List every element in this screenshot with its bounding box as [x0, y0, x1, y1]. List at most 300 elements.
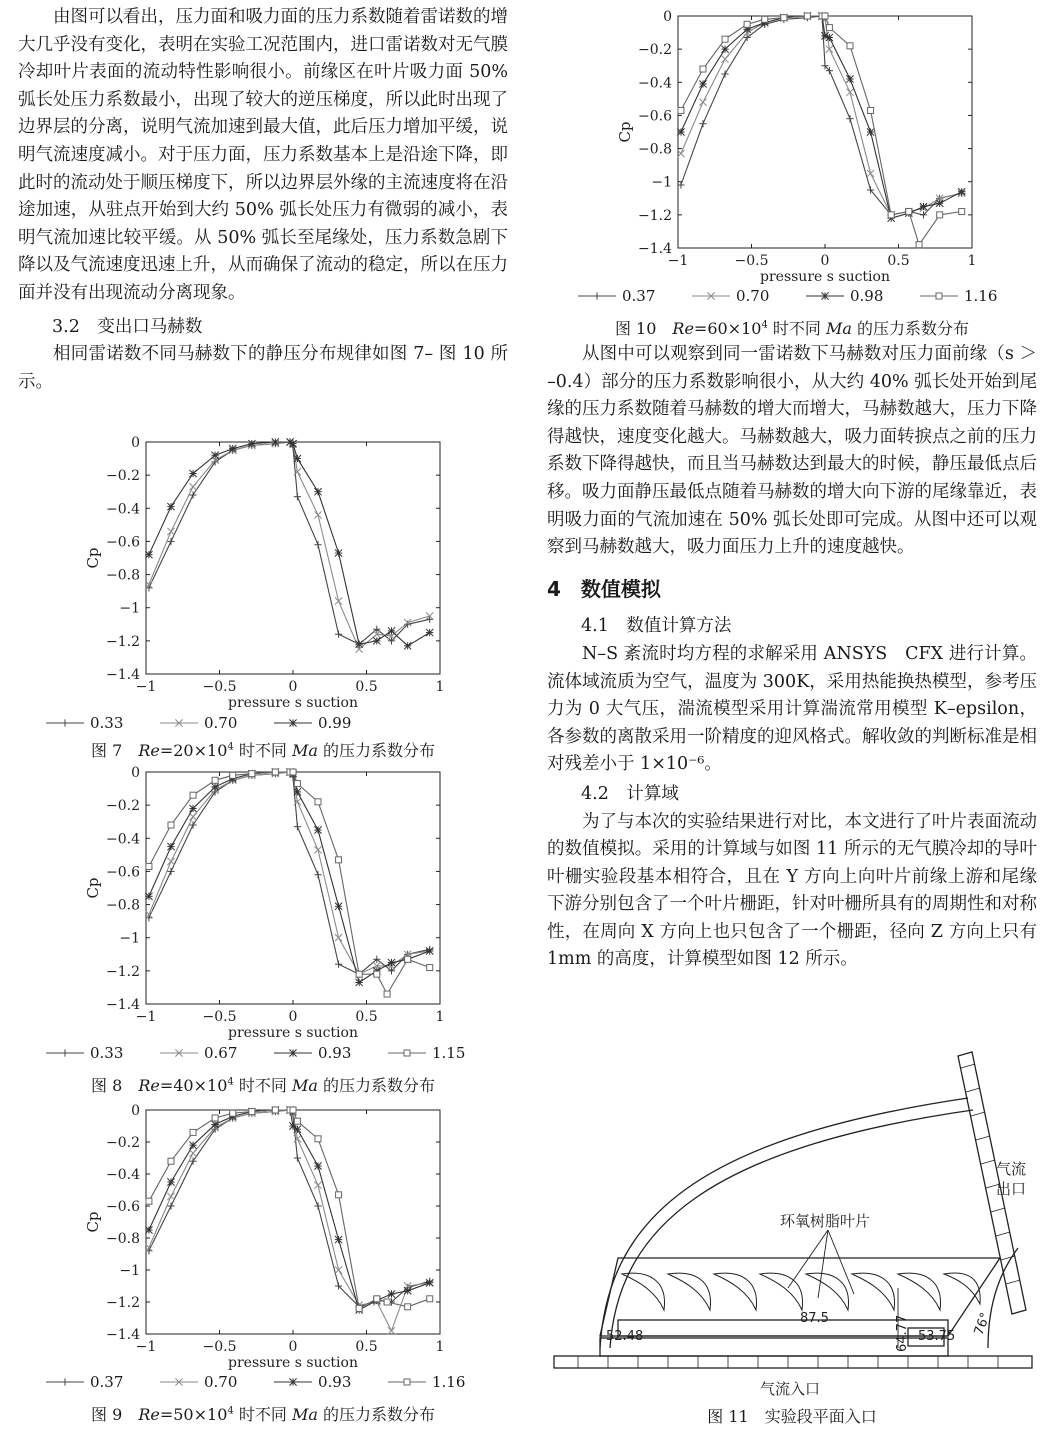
caption-fig9-suffix: 时不同 — [233, 1405, 292, 1424]
y-tick-label: −0.4 — [638, 75, 672, 92]
data-point — [826, 34, 833, 41]
data-point — [290, 769, 296, 775]
right-paragraph-3: 为了与本次的实验结果进行对比，本文进行了叶片表面流动的数值模拟。采用的计算域与如图 11 所示的无气膜冷却的导叶叶栅实验段基本相符合，且在 Y 方向上向叶片前缘上游和尾缘下游分别包含了一个叶片栅距，针对叶栅所具有的周期性和对称性，在周向 X 方向上也只包含了一个栅距，径向 Z 方向上只有 1mm 的高度，计算模型如图 12 所示。 — [547, 811, 1037, 970]
x-tick-label: 0.5 — [887, 253, 910, 269]
caption-fig10-suffix: 时不同 — [767, 319, 827, 338]
y-tick-label: −1.2 — [106, 963, 140, 980]
x-axis-label: pressure s suction — [228, 1355, 358, 1371]
caption-fig8-end: 的压力系数分布 — [317, 1076, 435, 1095]
data-point — [427, 1296, 433, 1302]
left-paragraph-2: 相同雷诺数不同马赫数下的静压分布规律如图 7– 图 10 所示。 — [18, 344, 508, 392]
data-point — [211, 783, 218, 790]
data-point — [388, 627, 395, 634]
data-point — [249, 771, 255, 777]
data-point — [335, 631, 342, 638]
legend-item — [160, 714, 274, 732]
series-line-0.37 — [149, 1110, 430, 1307]
dim-64-77: 64.77 — [895, 1314, 910, 1352]
legend-item — [274, 714, 388, 732]
data-point — [168, 1158, 174, 1164]
data-point — [167, 1178, 174, 1185]
data-point — [249, 1109, 255, 1115]
legend-label: 0.70 — [204, 1373, 238, 1391]
caption-fig8-sup: 4 — [227, 1076, 234, 1088]
data-point — [822, 13, 828, 19]
data-point — [335, 961, 342, 968]
data-point — [189, 813, 196, 820]
series-line-0.93 — [149, 1110, 430, 1310]
data-point — [846, 75, 853, 82]
legend-swatch — [160, 716, 198, 730]
y-tick-label: 0 — [131, 765, 140, 781]
data-point — [699, 80, 706, 87]
series-line-0.99 — [149, 442, 430, 646]
data-point — [315, 799, 321, 805]
legend-swatch — [160, 1375, 198, 1389]
legend-marker — [61, 1049, 68, 1056]
data-point — [145, 1226, 152, 1233]
caption-fig10 — [547, 316, 1037, 339]
data-point — [744, 21, 750, 27]
y-tick-label: −0.2 — [106, 798, 140, 815]
y-tick-label: −1.2 — [106, 633, 140, 650]
y-tick-label: 0 — [131, 1103, 140, 1119]
data-point — [335, 903, 342, 910]
x-tick-label: 0 — [288, 1339, 298, 1355]
data-point — [289, 440, 296, 447]
caption-fig9-sup: 4 — [227, 1405, 234, 1417]
legend-marker — [289, 719, 296, 726]
y-tick-label: −0.2 — [106, 1135, 140, 1151]
x-tick-label: −0.5 — [734, 253, 769, 269]
y-tick-label: −1 — [119, 1263, 140, 1279]
y-tick-label: −1 — [119, 600, 140, 617]
caption-fig7-prefix: 图 7 — [91, 741, 139, 760]
legend-swatch — [274, 716, 312, 730]
data-point — [804, 13, 810, 19]
data-point — [294, 1118, 300, 1124]
data-point — [167, 858, 174, 865]
data-point — [936, 200, 943, 207]
data-point — [168, 822, 174, 828]
legend-swatch — [46, 716, 84, 730]
legend-label: 0.33 — [90, 1044, 124, 1062]
legend-item — [160, 1044, 274, 1062]
data-point — [427, 965, 433, 971]
y-tick-label: −0.6 — [638, 108, 672, 125]
legend-item — [388, 1373, 502, 1391]
caption-fig8-re: Re — [138, 1076, 160, 1095]
data-point — [374, 1296, 380, 1302]
series-line-1.16 — [149, 1110, 430, 1308]
x-tick-label: −0.5 — [202, 679, 237, 695]
x-tick-label: 0 — [820, 253, 830, 269]
legend-swatch — [46, 1375, 84, 1389]
base-rail — [554, 1356, 1032, 1368]
legend-swatch — [388, 1046, 426, 1060]
y-axis-label: Cp — [616, 121, 634, 143]
data-point — [230, 1110, 236, 1116]
data-point — [294, 493, 301, 500]
y-tick-label: −0.4 — [106, 1167, 140, 1183]
data-point — [314, 846, 321, 853]
data-point — [314, 511, 321, 518]
data-point — [958, 188, 965, 195]
x-tick-label: 1 — [435, 1339, 445, 1355]
data-point — [868, 107, 874, 113]
legend-swatch — [274, 1375, 312, 1389]
data-point — [699, 99, 706, 106]
legend-item — [46, 1373, 160, 1391]
data-point — [294, 788, 301, 795]
data-point — [190, 792, 196, 798]
data-point — [356, 641, 363, 648]
data-point — [145, 893, 152, 900]
data-point — [229, 445, 236, 452]
data-point — [335, 597, 342, 604]
x-tick-label: 1 — [435, 1009, 445, 1025]
y-tick-label: −1 — [119, 930, 140, 947]
y-tick-label: −0.4 — [106, 831, 140, 848]
legend-marker — [289, 1378, 296, 1385]
data-point — [189, 1142, 196, 1149]
chart-fig8 — [68, 762, 458, 1042]
legend-marker — [593, 292, 600, 299]
x-tick-label: −1 — [135, 1339, 157, 1355]
data-point — [722, 36, 728, 42]
x-axis-label: pressure s suction — [228, 1025, 358, 1041]
legend-marker — [821, 292, 828, 299]
x-tick-label: −1 — [667, 253, 689, 269]
data-point — [167, 503, 174, 510]
legend-label: 0.99 — [318, 714, 352, 732]
legend-label: 0.37 — [90, 1373, 124, 1391]
data-point — [314, 541, 321, 548]
data-point — [426, 1279, 433, 1286]
legend-item — [806, 287, 920, 305]
dim-angle-76: 76° — [971, 1310, 994, 1338]
data-point — [335, 1236, 342, 1243]
caption-fig10-re: Re — [672, 319, 694, 338]
data-point — [781, 15, 787, 21]
series-line-1.15 — [149, 772, 430, 994]
x-tick-label: 0 — [288, 1009, 298, 1025]
dim-52-48: 52.48 — [606, 1329, 644, 1344]
series-line-0.93 — [149, 772, 430, 983]
legend-swatch — [806, 289, 844, 303]
data-point — [167, 528, 174, 535]
caption-fig10-sup: 4 — [761, 319, 768, 331]
data-point — [294, 455, 301, 462]
series-line-1.16 — [681, 16, 962, 245]
caption-fig10-mid: =60×10 — [693, 319, 762, 338]
y-tick-label: −0.2 — [106, 468, 140, 485]
legend-marker — [404, 1379, 410, 1385]
data-point — [384, 1299, 390, 1305]
data-point — [699, 120, 706, 127]
legend-label: 0.67 — [204, 1044, 238, 1062]
caption-fig9-ma: Ma — [291, 1405, 318, 1424]
y-axis-label: Cp — [84, 1211, 102, 1233]
data-point — [721, 70, 728, 77]
data-point — [920, 203, 927, 210]
y-tick-label: −0.8 — [106, 1231, 140, 1247]
y-tick-label: −0.4 — [106, 501, 140, 518]
data-point — [906, 209, 912, 215]
legend-item — [274, 1044, 388, 1062]
data-point — [314, 488, 321, 495]
right-paragraph-2: N–S 紊流时均方程的求解采用 ANSYS CFX 进行计算。流体域流质为空气，温度为 300K，采用热能换热模型，参考压力为 0 大气压，湍流模型采用计算湍流常用模型 K–epsilon，各参数的离散采用一阶精度的迎风格式。解收敛的判断标准是相对残差小于 1×10⁻⁶。 — [547, 643, 1037, 775]
data-point — [388, 959, 395, 966]
data-point — [145, 551, 152, 558]
data-point — [314, 1202, 321, 1209]
y-tick-label: −0.8 — [106, 567, 140, 584]
data-point — [336, 1192, 342, 1198]
legend-label: 1.16 — [964, 287, 998, 305]
data-point — [336, 857, 342, 863]
legend-fig9 — [46, 1373, 502, 1391]
data-point — [294, 1154, 301, 1161]
y-tick-label: −0.6 — [106, 864, 140, 881]
data-point — [373, 637, 380, 644]
caption-fig8 — [18, 1073, 508, 1096]
chart-fig10 — [600, 6, 990, 286]
data-point — [212, 777, 218, 783]
data-point — [867, 170, 874, 177]
legend-fig10 — [578, 287, 1034, 305]
caption-fig11: 图 11 实验段平面入口 — [707, 1407, 877, 1426]
right-column — [547, 341, 1037, 974]
x-tick-label: 0 — [288, 679, 298, 695]
data-point — [211, 452, 218, 459]
plot-frame — [678, 16, 972, 248]
label-blade: 环氧树脂叶片 — [780, 1212, 871, 1230]
chart-fig9 — [68, 1100, 458, 1372]
legend-swatch — [692, 289, 730, 303]
data-point — [678, 107, 684, 113]
y-axis-label: Cp — [84, 547, 102, 569]
data-point — [388, 1290, 395, 1297]
y-tick-label: −1.4 — [106, 667, 140, 683]
caption-fig7-re: Re — [138, 741, 160, 760]
data-point — [888, 212, 894, 218]
data-point — [916, 242, 922, 248]
legend-label: 0.93 — [318, 1044, 352, 1062]
legend-label: 0.98 — [850, 287, 884, 305]
data-point — [700, 66, 706, 72]
y-tick-label: −0.6 — [106, 1199, 140, 1215]
y-tick-label: −1.2 — [638, 207, 672, 224]
dim-53-75: 53.75 — [918, 1329, 956, 1344]
plot-frame — [146, 772, 440, 1004]
legend-label: 0.70 — [204, 714, 238, 732]
caption-fig9 — [18, 1402, 508, 1425]
data-point — [190, 1129, 196, 1135]
legend-fig8 — [46, 1044, 502, 1062]
chart-fig7 — [68, 432, 458, 712]
caption-fig7 — [18, 738, 508, 761]
legend-item — [274, 1373, 388, 1391]
data-point — [290, 1107, 296, 1113]
series-line-0.70 — [681, 16, 962, 215]
right-paragraph-1: 从图中可以观察到同一雷诺数下马赫数对压力面前缘（s ＞ –0.4）部分的压力系数影响很小，从大约 40% 弧长处开始到尾缘的压力系数随着马赫数的增大而增大，马赫数越大，压力下降得越快，速度变化越大。马赫数越大，吸力面转捩点之前的压力系数下降得越快，而且当马赫数达到最大的时候，静压最低点后移。吸力面静压最低点随着马赫数的增大向下游的尾缘靠近，表明吸力面的气流加速在 50% 弧长处即可完成。从图中还可以观察到马赫数越大，吸力面压力上升的速度越快。 — [547, 344, 1037, 558]
legend-swatch — [274, 1046, 312, 1060]
data-point — [846, 89, 853, 96]
data-point — [272, 1107, 278, 1113]
caption-fig9-mid: =50×10 — [159, 1405, 228, 1424]
data-point — [189, 805, 196, 812]
y-tick-label: −0.2 — [638, 42, 672, 59]
data-point — [315, 1136, 321, 1142]
y-tick-label: −1.4 — [106, 1327, 140, 1343]
data-point — [426, 629, 433, 636]
x-axis-label: pressure s suction — [228, 695, 358, 711]
data-point — [405, 956, 411, 962]
caption-fig10-end: 的压力系数分布 — [851, 319, 970, 338]
series-line-0.33 — [149, 442, 430, 644]
data-point — [867, 128, 874, 135]
legend-marker — [61, 1378, 68, 1385]
label-inlet: 气流入口 — [760, 1380, 821, 1398]
y-tick-label: −0.8 — [106, 897, 140, 914]
data-point — [167, 843, 174, 850]
plot-frame — [146, 1110, 440, 1334]
caption-fig10-prefix: 图 10 — [614, 319, 673, 338]
left-column — [18, 4, 508, 396]
legend-label: 0.33 — [90, 714, 124, 732]
data-point — [404, 642, 411, 649]
x-tick-label: 0.5 — [355, 1009, 378, 1025]
y-tick-label: 0 — [131, 435, 140, 451]
data-point — [272, 769, 278, 775]
data-point — [405, 1304, 411, 1310]
x-tick-label: 0.5 — [355, 1339, 378, 1355]
y-tick-label: −1 — [651, 174, 672, 191]
data-point — [762, 16, 768, 22]
legend-swatch — [46, 1046, 84, 1060]
caption-fig9-re: Re — [138, 1405, 160, 1424]
caption-fig8-prefix: 图 8 — [91, 1076, 139, 1095]
section-heading-4-2: 4.2 计算域 — [581, 783, 679, 804]
y-tick-label: −0.8 — [638, 141, 672, 158]
y-tick-label: −1.4 — [638, 241, 672, 257]
data-point — [294, 1126, 301, 1133]
data-point — [846, 115, 853, 122]
data-point — [826, 25, 832, 31]
legend-item — [46, 1044, 160, 1062]
data-point — [335, 1266, 342, 1273]
data-point — [847, 43, 853, 49]
section-heading-3-2: 3.2 变出口马赫数 — [52, 316, 203, 337]
caption-fig9-prefix: 图 9 — [91, 1405, 139, 1424]
legend-item — [920, 287, 1034, 305]
series-line-0.67 — [149, 772, 430, 974]
caption-fig7-sup: 4 — [227, 741, 234, 753]
series-line-0.37 — [681, 16, 962, 215]
data-point — [314, 1182, 321, 1189]
legend-label: 0.93 — [318, 1373, 352, 1391]
left-paragraph-1: 由图可以看出，压力面和吸力面的压力系数随着雷诺数的增大几乎没有变化，表明在实验工况范围内，进口雷诺数对无气膜冷却叶片表面的流动特性影响很小。前缘区在叶片吸力面 50% 弧长处压力系数最小，出现了较大的逆压梯度，所以此时出现了边界层的分离，说明气流加速到最大值，此后压力增加平缓，说明气流速度减小。对于压力面，压力系数基本上是沿途下降，即此时的流动处于顺压梯度下，所以边界层外缘的主流速度将在沿途加速，从驻点开始到大约 50% 弧长处压力有微弱的减小，表明气流加速比较平缓。从 50% 弧长至尾缘处，压力系数急剧下降以及气流速度迅速上升，从而确保了流动的稳定，所以在压力面并没有出现流动分离现象。 — [18, 7, 508, 303]
y-tick-label: −1.4 — [106, 997, 140, 1013]
data-point — [314, 871, 321, 878]
caption-fig8-ma: Ma — [291, 1076, 318, 1095]
data-point — [356, 1305, 362, 1311]
legend-item — [692, 287, 806, 305]
legend-marker — [936, 293, 942, 299]
label-outlet-2: 出口 — [996, 1180, 1027, 1198]
data-point — [167, 1193, 174, 1200]
y-tick-label: −1.2 — [106, 1295, 140, 1311]
data-point — [374, 971, 380, 977]
data-point — [388, 1327, 395, 1334]
data-point — [356, 971, 362, 977]
data-point — [248, 440, 255, 447]
legend-label: 0.37 — [622, 287, 656, 305]
data-point — [314, 826, 321, 833]
data-point — [189, 470, 196, 477]
x-tick-label: −0.5 — [202, 1009, 237, 1025]
data-point — [230, 772, 236, 778]
data-point — [314, 1162, 321, 1169]
right-wall — [988, 1248, 1018, 1348]
data-point — [146, 863, 152, 869]
data-point — [426, 947, 433, 954]
legend-label: 1.16 — [432, 1373, 466, 1391]
caption-fig8-mid: =40×10 — [159, 1076, 228, 1095]
y-tick-label: 0 — [663, 9, 672, 25]
legend-label: 1.15 — [432, 1044, 466, 1062]
data-point — [272, 438, 279, 445]
y-axis-label: Cp — [84, 877, 102, 899]
caption-fig7-end: 的压力系数分布 — [317, 741, 435, 760]
caption-fig7-mid: =20×10 — [159, 741, 228, 760]
data-point — [212, 1115, 218, 1121]
section-heading-4: 4 数值模拟 — [547, 576, 661, 601]
data-point — [211, 1121, 218, 1128]
legend-item — [388, 1044, 502, 1062]
test-section-diagram — [548, 1048, 1038, 1403]
x-tick-label: 1 — [435, 679, 445, 695]
y-tick-label: −0.6 — [106, 534, 140, 551]
caption-fig8-suffix: 时不同 — [233, 1076, 292, 1095]
dim-87-5: 87.5 — [800, 1311, 829, 1326]
data-point — [959, 209, 965, 215]
caption-fig7-ma: Ma — [291, 741, 318, 760]
series-line-0.98 — [681, 16, 962, 218]
legend-item — [46, 714, 160, 732]
x-tick-label: 0.5 — [355, 679, 378, 695]
legend-swatch — [388, 1375, 426, 1389]
legend-marker — [289, 1049, 296, 1056]
data-point — [189, 483, 196, 490]
x-tick-label: −0.5 — [202, 1339, 237, 1355]
caption-fig9-end: 的压力系数分布 — [317, 1405, 435, 1424]
caption-fig10-ma: Ma — [826, 319, 852, 338]
legend-marker — [404, 1050, 410, 1056]
legend-swatch — [920, 289, 958, 303]
data-point — [721, 55, 728, 62]
x-axis-label: pressure s suction — [760, 269, 890, 285]
data-point — [677, 128, 684, 135]
blades — [622, 1273, 980, 1310]
x-tick-label: −1 — [135, 679, 157, 695]
data-point — [146, 1198, 152, 1204]
legend-fig7 — [46, 714, 388, 732]
caption-fig7-suffix: 时不同 — [233, 741, 292, 760]
legend-marker — [61, 719, 68, 726]
legend-item — [578, 287, 692, 305]
data-point — [294, 781, 300, 787]
